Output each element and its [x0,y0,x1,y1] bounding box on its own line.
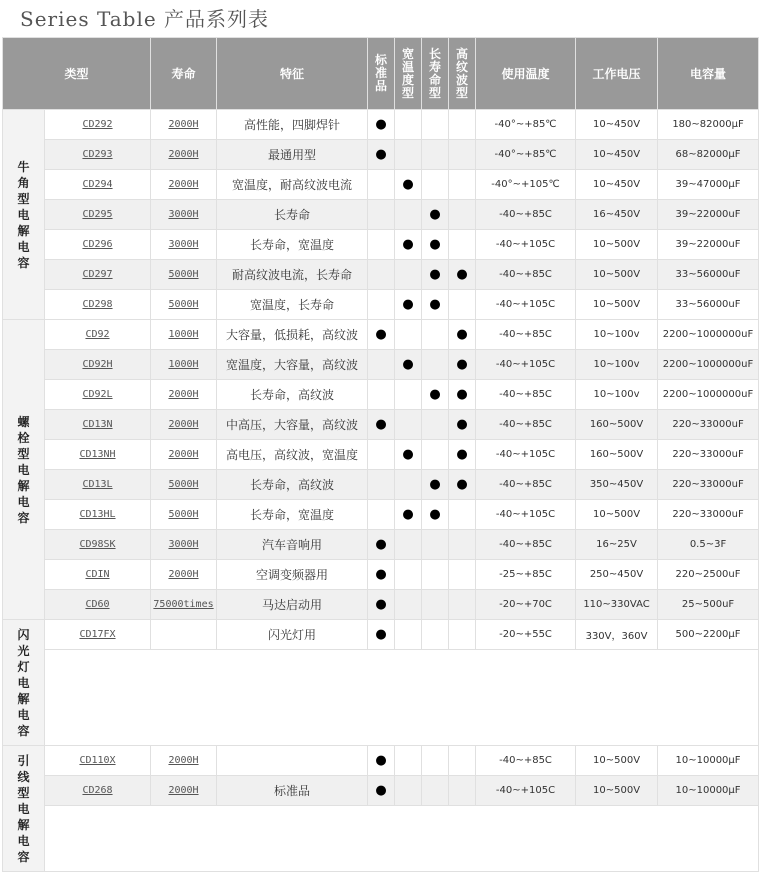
temperature-cell: -40~+85C [476,200,576,230]
model-link[interactable]: CD110X [45,746,151,776]
feature-cell: 耐高纹波电流，长寿命 [217,260,368,290]
voltage-cell: 160~500V [576,410,658,440]
model-link[interactable]: CD292 [45,110,151,140]
feature-cell: 标准品 [217,776,368,806]
capacitance-cell: 10~10000μF [658,776,759,806]
temperature-cell: -20~+55C [476,620,576,650]
table-row [3,440,759,470]
temperature-cell: -40~+85C [476,380,576,410]
long-life-mark [422,170,449,200]
high-ripple-mark [449,140,476,170]
voltage-cell: 10~500V [576,230,658,260]
table-row [3,380,759,410]
life-link[interactable]: 1000H [151,320,217,350]
long-life-mark [422,440,449,470]
capacitance-cell: 2200~1000000uF [658,350,759,380]
capacitance-cell: 500~2200μF [658,620,759,650]
life-link[interactable]: 3000H [151,530,217,560]
table-row [3,290,759,320]
wide-temp-mark [395,620,422,650]
table-row [3,500,759,530]
life-link[interactable]: 2000H [151,140,217,170]
feature-cell: 汽车音响用 [217,530,368,560]
wide-temp-mark [395,530,422,560]
high-ripple-mark: ● [449,470,476,500]
capacitance-cell: 220~33000uF [658,470,759,500]
capacitance-cell: 220~33000uF [658,500,759,530]
high-ripple-mark [449,620,476,650]
temperature-cell: -40~+105C [476,440,576,470]
table-row [3,620,759,650]
standard-mark [368,500,395,530]
wide-temp-mark [395,320,422,350]
capacitance-cell: 39~47000μF [658,170,759,200]
feature-cell [217,746,368,776]
standard-mark [368,170,395,200]
wide-temp-mark [395,560,422,590]
feature-cell: 高性能，四脚焊针 [217,110,368,140]
long-life-mark: ● [422,380,449,410]
feature-cell: 宽温度，耐高纹波电流 [217,170,368,200]
capacitance-cell: 39~22000uF [658,200,759,230]
header-long-life: 长寿命型 [422,38,449,110]
high-ripple-mark [449,110,476,140]
voltage-cell: 160~500V [576,440,658,470]
header-feature: 特征 [217,38,368,110]
wide-temp-mark: ● [395,170,422,200]
long-life-mark: ● [422,500,449,530]
temperature-cell: -40~+85C [476,260,576,290]
standard-mark: ● [368,140,395,170]
table-row [3,560,759,590]
voltage-cell: 10~450V [576,170,658,200]
standard-mark [368,230,395,260]
capacitance-cell: 180~82000μF [658,110,759,140]
temperature-cell: -40°~+85℃ [476,110,576,140]
temperature-cell: -40~+105C [476,350,576,380]
temperature-cell: -40°~+105℃ [476,170,576,200]
feature-cell: 大容量，低损耗，高纹波 [217,320,368,350]
temperature-cell: -40~+85C [476,530,576,560]
life-link[interactable]: 75000times [151,590,217,620]
capacitance-cell: 39~22000uF [658,230,759,260]
long-life-mark: ● [422,260,449,290]
table-row [3,746,759,776]
capacitance-cell: 220~2500uF [658,560,759,590]
wide-temp-mark [395,470,422,500]
wide-temp-mark [395,110,422,140]
table-row [3,110,759,140]
wide-temp-mark [395,200,422,230]
voltage-cell: 10~500V [576,746,658,776]
model-link[interactable]: CD296 [45,230,151,260]
wide-temp-mark [395,590,422,620]
wide-temp-mark [395,140,422,170]
voltage-cell: 10~500V [576,260,658,290]
model-link[interactable]: CDIN [45,560,151,590]
life-link[interactable]: 5000H [151,470,217,500]
high-ripple-mark [449,290,476,320]
long-life-mark [422,746,449,776]
voltage-cell: 10~100v [576,320,658,350]
temperature-cell: -40~+85C [476,746,576,776]
temperature-cell: -20~+70C [476,590,576,620]
capacitance-cell: 10~10000μF [658,746,759,776]
voltage-cell: 10~450V [576,140,658,170]
temperature-cell: -40~+105C [476,500,576,530]
standard-mark [368,440,395,470]
header-temperature: 使用温度 [476,38,576,110]
standard-mark: ● [368,620,395,650]
life-link[interactable]: 5000H [151,260,217,290]
model-link[interactable]: CD13NH [45,440,151,470]
header-high-ripple: 高纹波型 [449,38,476,110]
model-link[interactable]: CD293 [45,140,151,170]
voltage-cell: 10~500V [576,500,658,530]
high-ripple-mark: ● [449,260,476,290]
standard-mark [368,290,395,320]
feature-cell: 空调变频器用 [217,560,368,590]
long-life-mark: ● [422,200,449,230]
model-link[interactable]: CD268 [45,776,151,806]
feature-cell: 中高压，大容量，高纹波 [217,410,368,440]
table-row [3,776,759,806]
feature-cell: 宽温度，大容量，高纹波 [217,350,368,380]
life-link[interactable]: 2000H [151,560,217,590]
table-row [3,230,759,260]
temperature-cell: -40~+85C [476,410,576,440]
standard-mark: ● [368,776,395,806]
long-life-mark [422,140,449,170]
model-link[interactable]: CD92 [45,320,151,350]
model-link[interactable]: CD294 [45,170,151,200]
life-link[interactable]: 2000H [151,410,217,440]
header-capacitance: 电容量 [658,38,759,110]
header-life: 寿命 [151,38,217,110]
temperature-cell: -25~+85C [476,560,576,590]
model-link[interactable]: CD13L [45,470,151,500]
spacer-row [3,650,759,746]
standard-mark [368,200,395,230]
life-link[interactable]: 1000H [151,350,217,380]
life-link[interactable]: 3000H [151,200,217,230]
life-link[interactable]: 2000H [151,170,217,200]
standard-mark: ● [368,110,395,140]
model-link[interactable]: CD298 [45,290,151,320]
model-link[interactable]: CD98SK [45,530,151,560]
header-voltage: 工作电压 [576,38,658,110]
feature-cell: 最通用型 [217,140,368,170]
standard-mark [368,350,395,380]
voltage-cell: 10~500V [576,776,658,806]
standard-mark: ● [368,746,395,776]
header-row [3,38,759,110]
model-link[interactable]: CD17FX [45,620,151,650]
life-link[interactable]: 2000H [151,380,217,410]
header-type: 类型 [3,38,151,110]
long-life-mark [422,530,449,560]
wide-temp-mark: ● [395,230,422,260]
feature-cell: 闪光灯用 [217,620,368,650]
voltage-cell: 16~25V [576,530,658,560]
high-ripple-mark [449,170,476,200]
high-ripple-mark: ● [449,380,476,410]
feature-cell: 高电压，高纹波，宽温度 [217,440,368,470]
feature-cell: 长寿命，宽温度 [217,230,368,260]
long-life-mark: ● [422,470,449,500]
capacitance-cell: 2200~1000000uF [658,320,759,350]
page-title: Series Table 产品系列表 [20,7,270,31]
high-ripple-mark [449,560,476,590]
long-life-mark [422,350,449,380]
wide-temp-mark: ● [395,290,422,320]
wide-temp-mark: ● [395,500,422,530]
long-life-mark: ● [422,290,449,320]
header-standard: 标准品 [368,38,395,110]
table-row [3,320,759,350]
life-link[interactable]: 5000H [151,290,217,320]
high-ripple-mark [449,590,476,620]
category-cell: 引线型电解电容 [3,746,45,872]
long-life-mark [422,410,449,440]
standard-mark: ● [368,560,395,590]
life-link[interactable]: 2000H [151,110,217,140]
voltage-cell: 330V，360V [576,620,658,650]
model-link[interactable]: CD60 [45,590,151,620]
high-ripple-mark [449,230,476,260]
model-link[interactable]: CD297 [45,260,151,290]
wide-temp-mark [395,776,422,806]
feature-cell: 长寿命，高纹波 [217,470,368,500]
table-row [3,410,759,440]
long-life-mark [422,320,449,350]
standard-mark [368,380,395,410]
table-row [3,590,759,620]
temperature-cell: -40~+105C [476,290,576,320]
table-row [3,530,759,560]
category-cell: 螺栓型电解电容 [3,320,45,620]
life-link [151,620,217,650]
feature-cell: 马达启动用 [217,590,368,620]
high-ripple-mark [449,500,476,530]
series-table [2,37,759,872]
spacer-row [3,806,759,872]
spacer-cell [45,806,759,872]
life-link[interactable]: 2000H [151,776,217,806]
table-row [3,470,759,500]
capacitance-cell: 2200~1000000uF [658,380,759,410]
temperature-cell: -40~+85C [476,470,576,500]
model-link[interactable]: CD92L [45,380,151,410]
capacitance-cell: 68~82000μF [658,140,759,170]
spacer-cell [45,650,759,746]
life-link[interactable]: 3000H [151,230,217,260]
voltage-cell: 10~100v [576,350,658,380]
category-cell: 牛角型电解电容 [3,110,45,320]
table-row [3,200,759,230]
temperature-cell: -40~+105C [476,230,576,260]
high-ripple-mark [449,200,476,230]
long-life-mark: ● [422,230,449,260]
feature-cell: 长寿命，宽温度 [217,500,368,530]
voltage-cell: 10~450V [576,110,658,140]
wide-temp-mark [395,380,422,410]
wide-temp-mark [395,746,422,776]
standard-mark: ● [368,590,395,620]
capacitance-cell: 0.5~3F [658,530,759,560]
voltage-cell: 350~450V [576,470,658,500]
voltage-cell: 10~500V [576,290,658,320]
voltage-cell: 110~330VAC [576,590,658,620]
standard-mark [368,470,395,500]
high-ripple-mark: ● [449,410,476,440]
wide-temp-mark: ● [395,440,422,470]
model-link[interactable]: CD13HL [45,500,151,530]
high-ripple-mark [449,776,476,806]
temperature-cell: -40°~+85℃ [476,140,576,170]
feature-cell: 长寿命，高纹波 [217,380,368,410]
standard-mark: ● [368,320,395,350]
high-ripple-mark: ● [449,440,476,470]
high-ripple-mark [449,530,476,560]
category-cell: 闪光灯电解电容 [3,620,45,746]
header-wide-temp: 宽温度型 [395,38,422,110]
capacitance-cell: 33~56000uF [658,260,759,290]
standard-mark: ● [368,410,395,440]
standard-mark [368,260,395,290]
table-row [3,170,759,200]
long-life-mark [422,590,449,620]
capacitance-cell: 25~500uF [658,590,759,620]
capacitance-cell: 33~56000uF [658,290,759,320]
voltage-cell: 250~450V [576,560,658,590]
high-ripple-mark: ● [449,320,476,350]
table-row [3,260,759,290]
long-life-mark [422,776,449,806]
model-link[interactable]: CD13N [45,410,151,440]
table-row [3,350,759,380]
voltage-cell: 10~100v [576,380,658,410]
model-link[interactable]: CD92H [45,350,151,380]
long-life-mark [422,110,449,140]
feature-cell: 长寿命 [217,200,368,230]
capacitance-cell: 220~33000uF [658,410,759,440]
table-body [3,110,759,872]
long-life-mark [422,560,449,590]
feature-cell: 宽温度，长寿命 [217,290,368,320]
life-link[interactable]: 2000H [151,746,217,776]
life-link[interactable]: 2000H [151,440,217,470]
life-link[interactable]: 5000H [151,500,217,530]
high-ripple-mark [449,746,476,776]
table-row [3,140,759,170]
wide-temp-mark [395,260,422,290]
wide-temp-mark: ● [395,350,422,380]
temperature-cell: -40~+85C [476,320,576,350]
model-link[interactable]: CD295 [45,200,151,230]
capacitance-cell: 220~33000uF [658,440,759,470]
high-ripple-mark: ● [449,350,476,380]
long-life-mark [422,620,449,650]
standard-mark: ● [368,530,395,560]
temperature-cell: -40~+105C [476,776,576,806]
voltage-cell: 16~450V [576,200,658,230]
wide-temp-mark [395,410,422,440]
